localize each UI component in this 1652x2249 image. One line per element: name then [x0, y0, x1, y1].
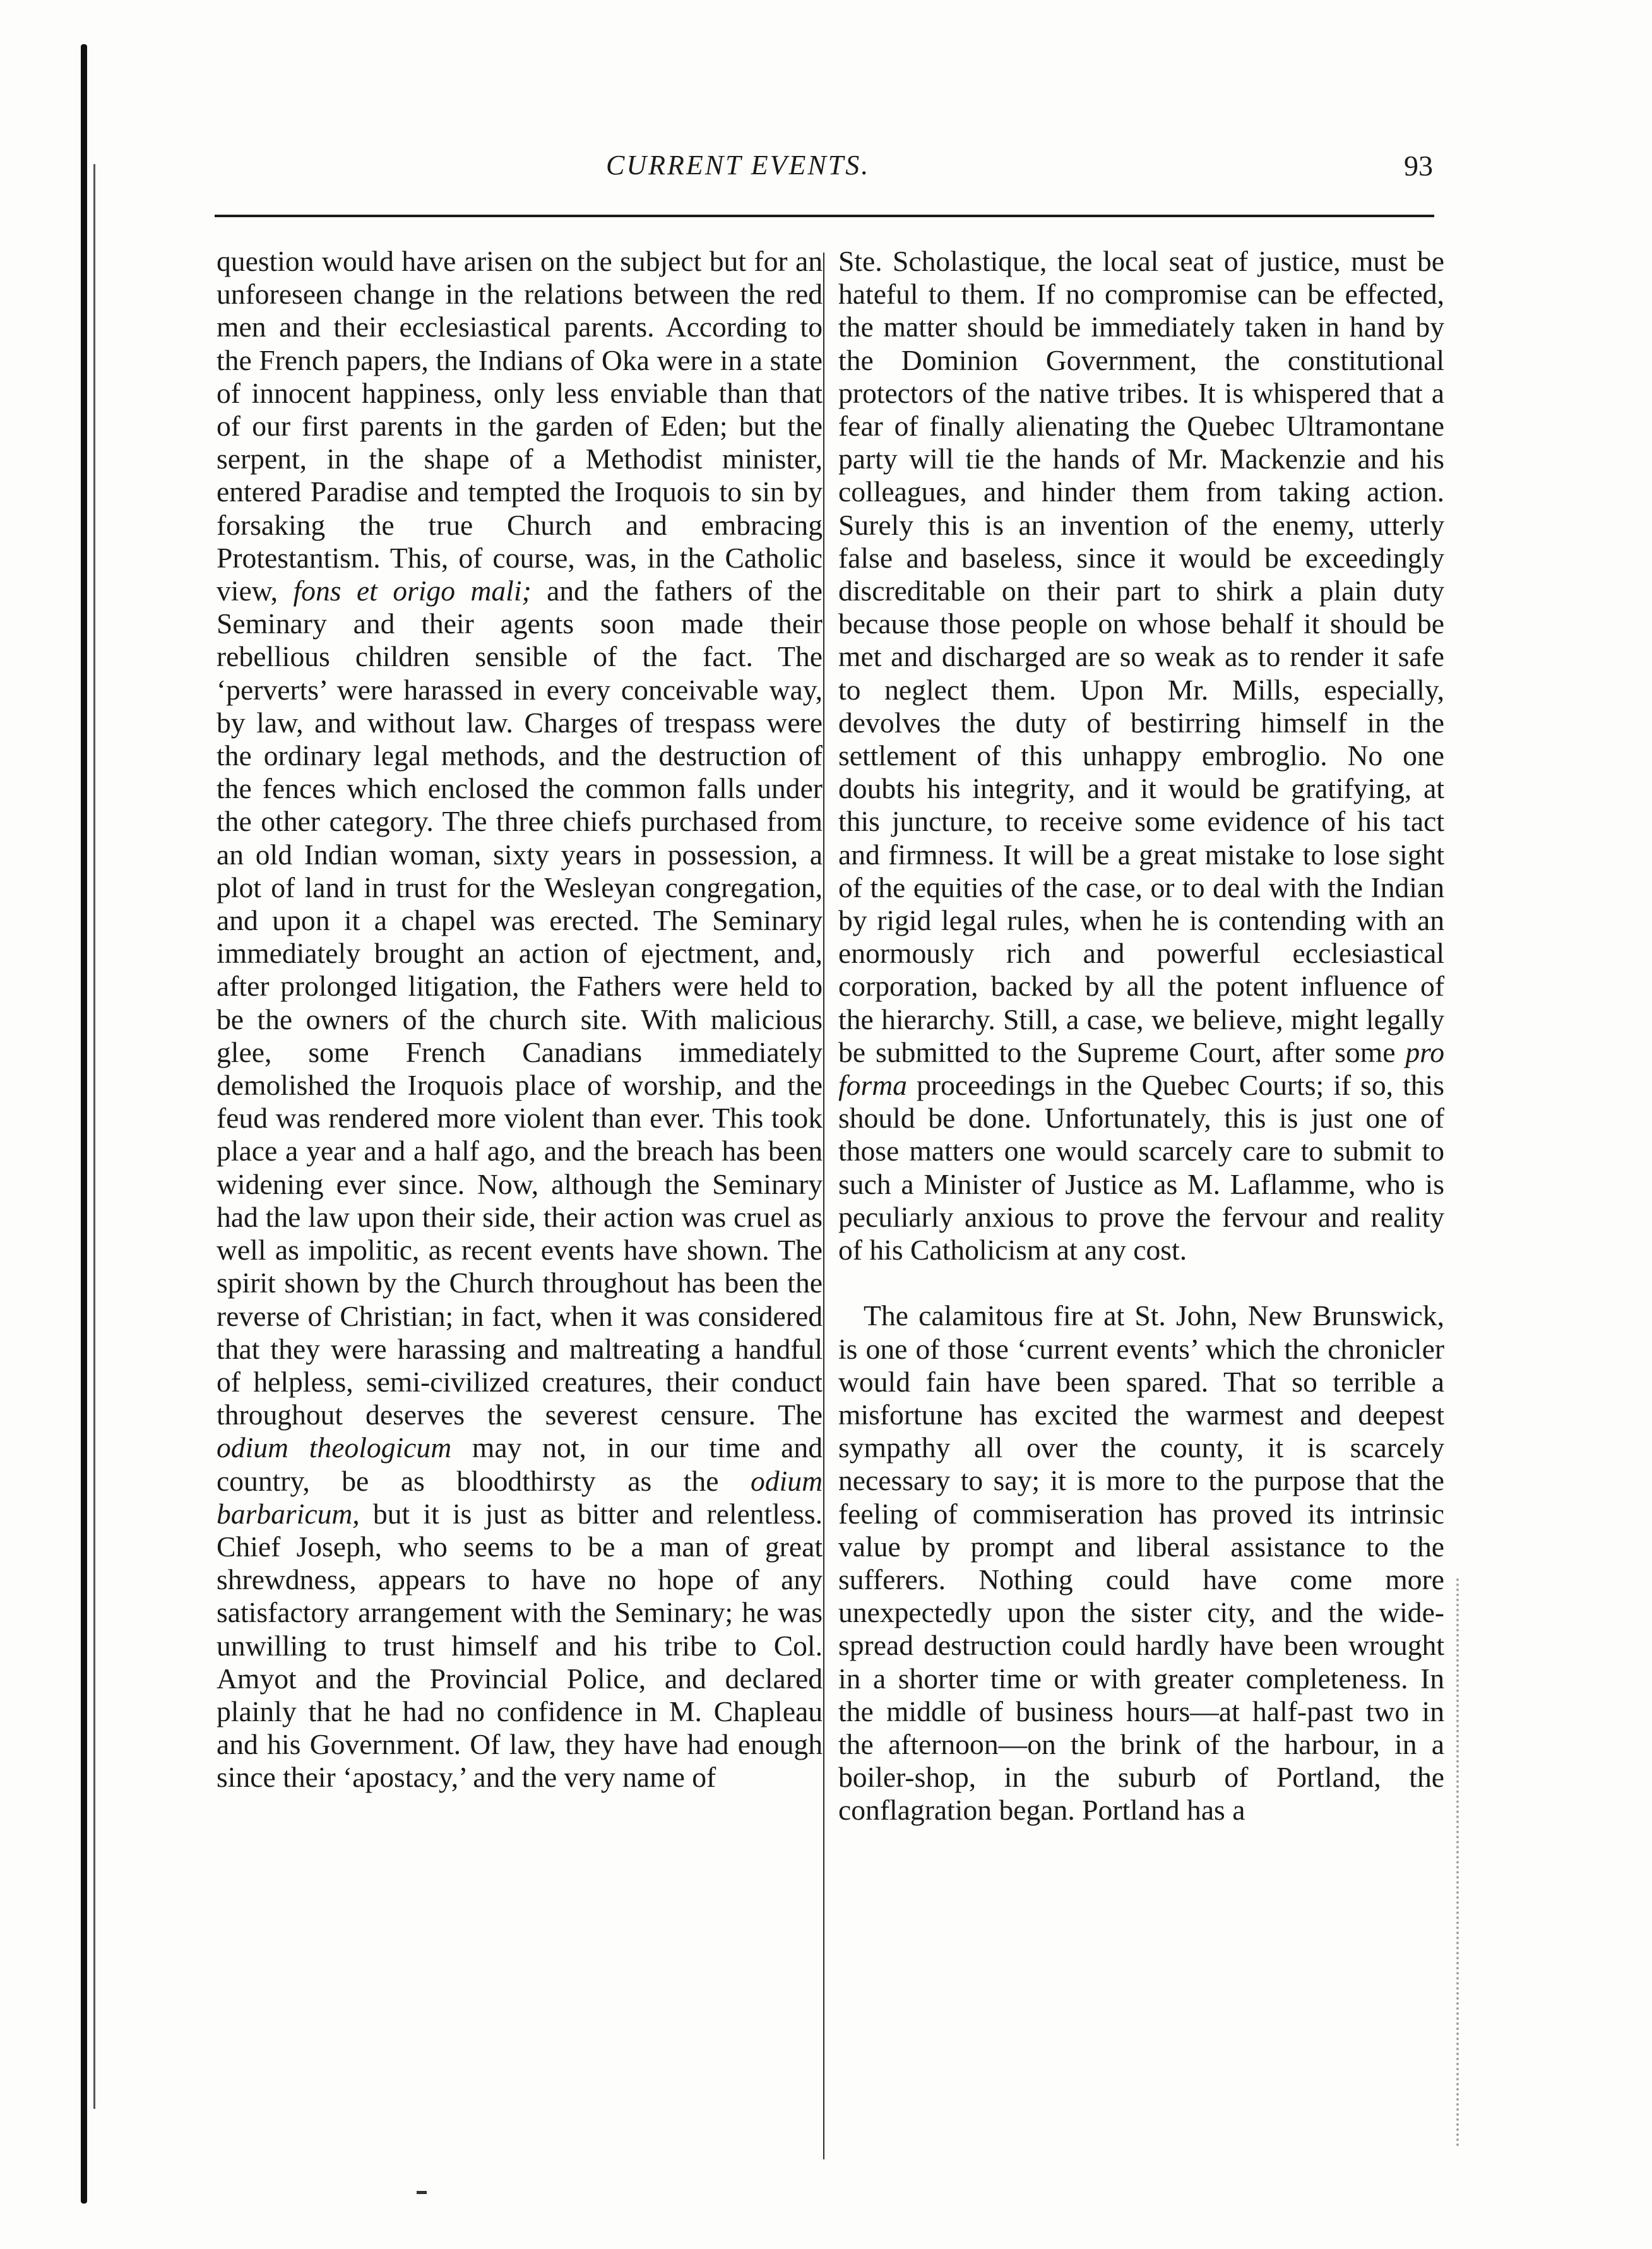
bottom-mark: [417, 2191, 427, 2194]
page-number: 93: [1404, 150, 1433, 182]
text-run: question would have arisen on the subject but for an unforeseen change in the relations between the red men and their ecclesiastical parents. According to the French papers, the Indians of Oka were in a state of innocent happiness, only less enviable than that of our first parents in the garden of Eden; but the serpent, in the shape of a Methodist minister, entered Paradise and tempted the Iroquois to sin by forsaking the true Church and embracing Protestantism. This, of course, was, in the Catholic view,: [217, 245, 823, 607]
text-run: proceedings in the Quebec Courts; if so, this should be done. Unfortunately, this is just one of those matters one would scarcely care to submit to such a Minister of Justice as M. Laflamme, who is peculiarly anxious to prove the fervour and reality of his Catholicism at any cost.: [838, 1069, 1444, 1267]
latin-phrase: odium theologicum: [217, 1431, 452, 1464]
binding-edge: [81, 44, 87, 2204]
latin-phrase: fons et origo mali;: [293, 575, 532, 607]
right-column: [838, 245, 1444, 1827]
paragraph: The calamitous fire at St. John, New Brunswick, is one of those ‘current events’ which the chronicler would fain have been spared. That so terrible a misfortune has excited the warmest and deepest sympathy all over the county, it is scarcely necessary to say; it is more to the purpose that the feeling of commiseration has proved its intrinsic value by prompt and liberal assistance to the sufferers. Nothing could have come more unexpectedly upon the sister city, and the wide-spread destruction could hardly have been wrought in a shorter time or with greater completeness. In the middle of business hours—at half-past two in the afternoon—on the brink of the harbour, in a boiler-shop, in the suburb of Portland, the conflagration began. Portland has a: [838, 1299, 1444, 1827]
text-run: and the fathers of the Seminary and their agents soon made their rebellious children sensible of the fact. The ‘perverts’ were harassed in every conceivable way, by law, and without law. Charges of trespass were the ordinary legal methods, and the destruction of the fences which enclosed the common falls under the other category. The three chiefs purchased from an old Indian woman, sixty years in possession, a plot of land in trust for the Wesleyan congregation, and upon it a chapel was erected. The Seminary immediately brought an action of ejectment, and, after prolonged litigation, the Fathers were held to be the owners of the church site. With malicious glee, some French Canadians immediately demolished the Iroquois place of worship, and the feud was rendered more violent than ever. This took place a year and a half ago, and the breach has been widening ever since. Now, although the Seminary had the law upon their side, their action was cruel as well as impolitic, as recent events have shown. The spirit shown by the Church throughout has been the reverse of Christian; in fact, when it was considered that they were harassing and maltreating a handful of helpless, semi-civilized creatures, their conduct throughout deserves the severest censure. The: [217, 575, 823, 1431]
paragraph: [838, 245, 1444, 1267]
margin-specks: [1456, 1578, 1463, 2147]
left-column: [217, 245, 823, 1794]
latin-phrase: odium barbaricum,: [217, 1464, 823, 1530]
running-title: CURRENT EVENTS.: [606, 150, 871, 181]
header-rule: [215, 215, 1434, 217]
text-run: Ste. Scholastique, the local seat of justice, must be hateful to them. If no compromise can be effected, the matter should be immediately taken in hand by the Dominion Government, the constitutional protectors of the native tribes. It is whispered that a fear of finally alienating the Quebec Ultramontane party will tie the hands of Mr. Mackenzie and his colleagues, and hinder them from taking action. Surely this is an invention of the enemy, utterly false and baseless, since it would be exceedingly discreditable on their part to shirk a plain duty because those people on whose behalf it should be met and discharged are so weak as to render it safe to neglect them. Upon Mr. Mills, especially, devolves the duty of bestirring himself in the settlement of this unhappy embroglio. No one doubts his integrity, and it would be gratifying, at this juncture, to receive some evidence of his tact and firmness. It will be a great mistake to lose sight of the equities of the case, or to deal with the Indian by rigid legal rules, when he is contending with an enormously rich and powerful ecclesiastical corporation, backed by all the potent influence of the hierarchy. Still, a case, we believe, might legally be submitted to the Supreme Court, after some: [838, 245, 1444, 1068]
text-run: may not, in our time and country, be as bloodthirsty as the: [217, 1431, 823, 1497]
paragraph: [217, 245, 823, 1794]
column-divider: [823, 253, 824, 2159]
page-header: [215, 149, 1433, 193]
text-run: but it is just as bitter and relentless. Chief Joseph, who seems to be a man of great shrewdness, appears to have no hope of any satisfactory arrangement with the Seminary; he was unwilling to trust himself and his tribe to Col. Amyot and the Provincial Police, and declared plainly that he had no confidence in M. Chapleau and his Government. Of law, they have had enough since their ‘apostacy,’ and the very name of: [217, 1497, 823, 1794]
latin-phrase: pro forma: [838, 1035, 1444, 1102]
binding-edge-shadow: [93, 164, 95, 2109]
